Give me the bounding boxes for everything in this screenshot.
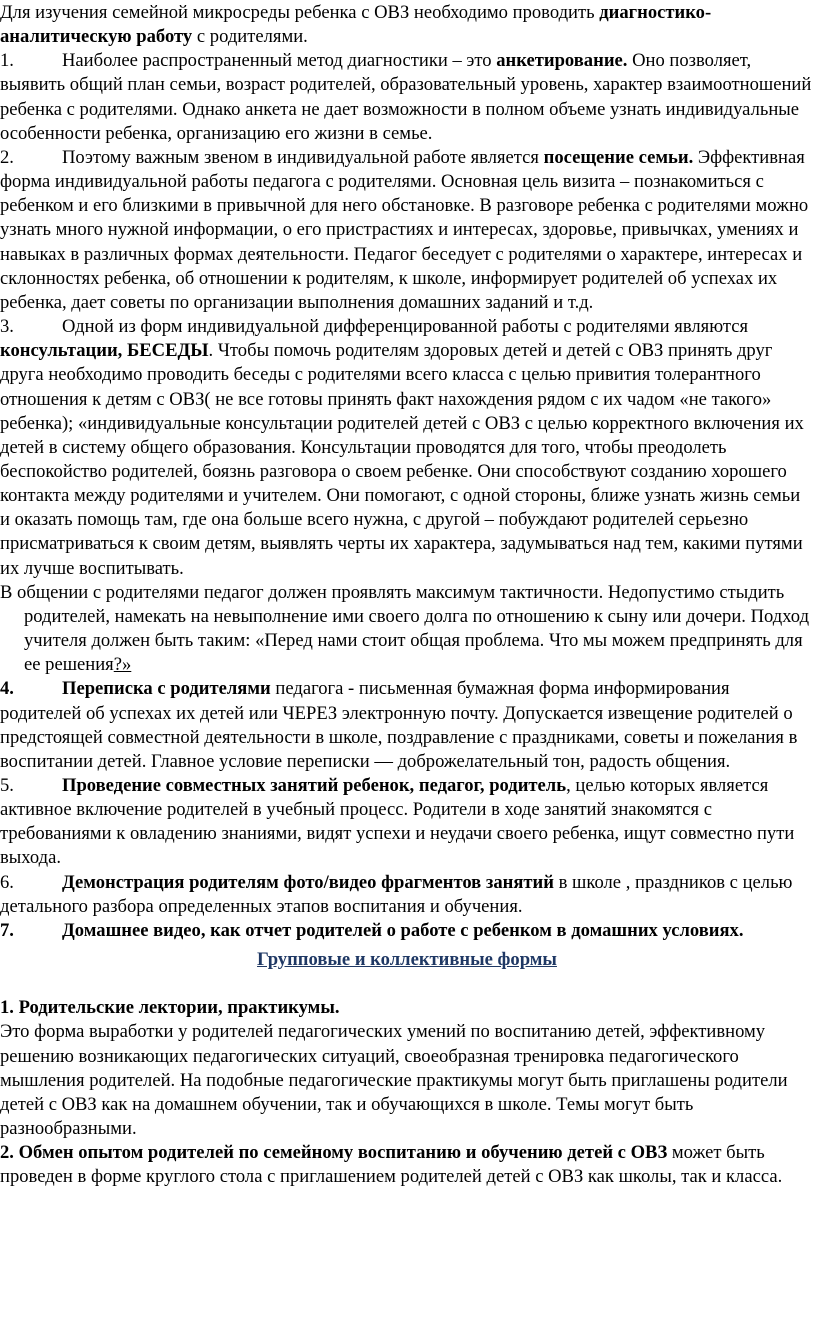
intro-text-end: с родителями.	[192, 26, 308, 48]
group-1-text: Это форма выработки у родителей педагогических умений по воспитанию детей, эффективному решению возникающих педагогических ситуаций, своеобразная тренировка педагогического мышления родителей. На подобные педагогические практикумы могут быть приглашены родители детей с ОВЗ как на домашнем обучении, так и обучающихся в школе. Темы могут быть разнообразными.	[0, 1021, 788, 1140]
item-6-paragraph	[0, 871, 816, 919]
intro-paragraph	[0, 1, 816, 49]
intro-bold: диагностико-аналитическую работу	[0, 2, 712, 48]
group-2-paragraph	[0, 1141, 816, 1189]
item-2-text: Поэтому важным звеном в индивидуальной работе является	[62, 146, 544, 168]
item-1-text: Наиболее распространенный метод диагностики – это	[62, 50, 497, 72]
tact-underlined: ?»	[113, 654, 132, 676]
item-4-bold: Переписка с родителями	[62, 678, 271, 700]
item-3-number: 3.	[0, 316, 14, 338]
tact-paragraph	[0, 581, 816, 678]
blank-line	[0, 972, 816, 996]
group-1-title: 1. Родительские лектории, практикумы.	[0, 997, 340, 1019]
group-heading: Групповые и коллективные формы	[257, 949, 557, 971]
item-7-paragraph	[0, 919, 816, 943]
item-2-text-end: Эффективная форма индивидуальной работы педагога с родителями. Основная цель визита – познакомиться с ребенком и его близкими в привычной для него обстановке. В разговоре ребенка с родителями можно узнать много нужной информации, о его пристрастиях и интересах, здоровье, привычках, умениях и навыках в различных формах деятельности. Педагог беседует с родителями о характере, интересах и склонностях ребенка, об отношении к родителям, к школе, информирует родителей об успехах их ребенка, дает советы по организации выполнения домашних заданий и т.д.	[0, 146, 809, 313]
item-3-text: Одной из форм индивидуальной дифференцированной работы с родителями являются	[62, 316, 749, 338]
item-4-text: педагога - письменная бумажная форма информирования родителей об успехах их детей или ЧЕРЕЗ электронную почту. Допускается извещение родителей о предстоящей совместной деятельности в школе, поздравление с праздниками, советы и пожелания в воспитании детей. Главное условие переписки — доброжелательный тон, радость общения.	[0, 678, 798, 772]
item-4-paragraph	[0, 677, 816, 774]
item-3-text-end: . Чтобы помочь родителям здоровых детей и детей с ОВЗ принять друг друга необходимо проводить беседы с родителями всего класса с целью привития толерантного отношения к детям с ОВЗ( не все готовы принять факт нахождения рядом с их чадом «не такого» ребенка); «индивидуальные консультации родителей детей с ОВЗ с целью корректного включения их детей в систему общего образования. Консультации проводятся для того, чтобы преодолеть беспокойство родителей, боязнь разговора о своем ребенке. Они способствуют созданию хорошего контакта между родителями и учителем. Они помогают, с одной стороны, ближе узнать жизнь семьи и оказать помощь там, где она больше всего нужна, с другой – побуждают родителей серьезно присматриваться к своим детям, выявлять черты их характера, задумываться над тем, какими путями их лучше воспитывать.	[0, 340, 804, 579]
item-5-text: , целью которых является активное включение родителей в учебный процесс. Родители в ходе занятий знакомятся с требованиями к овладению знаниями, видят успехи и неудачи своего ребенка, ищут совместно пути выхода.	[0, 775, 795, 869]
item-2-paragraph	[0, 146, 816, 315]
item-3-paragraph	[0, 315, 816, 581]
item-6-text: в школе , праздников с целью детального разбора определенных этапов воспитания и обучения.	[0, 871, 793, 917]
item-6-bold: Демонстрация родителям фото/видео фрагментов занятий	[62, 871, 554, 893]
item-3-bold: консультации, БЕСЕДЫ	[0, 340, 209, 362]
item-5-number: 5.	[0, 775, 14, 796]
group-2-text: может быть проведен в форме круглого стола с приглашением родителей детей с ОВЗ как школы, так и класса.	[0, 1142, 783, 1188]
group-1-paragraph	[0, 996, 816, 1141]
item-5-paragraph	[0, 774, 816, 871]
item-2-bold: посещение семьи.	[543, 146, 694, 168]
group-2-title: 2. Обмен опытом родителей по семейному воспитанию и обучению детей с ОВЗ	[0, 1142, 668, 1164]
item-7-bold: Домашнее видео, как отчет родителей о работе с ребенком в домашних условиях.	[62, 919, 744, 941]
item-5-bold: Проведение совместных занятий ребенок, педагог, родитель	[62, 775, 567, 796]
item-1-text-end: Оно позволяет, выявить общий план семьи, возраст родителей, образовательный уровень, характер взаимоотношений ребенка с родителями. Однако анкета не дает возможности в полном объеме узнать индивидуальные особенности ребенка, организацию его жизни в семье.	[0, 50, 812, 144]
tact-text: В общении с родителями педагог должен проявлять максимум тактичности. Недопустимо стыдить родителей, намекать на невыполнение ими своего долга по отношению к сыну или дочери. Подход учителя должен быть таким: «Перед нами стоит общая проблема. Что мы можем предпринять для ее решения	[0, 581, 810, 676]
item-2-number: 2.	[0, 146, 14, 168]
intro-text: Для изучения семейной микросреды ребенка с ОВЗ необходимо проводить	[0, 2, 600, 23]
item-6-number: 6.	[0, 871, 14, 893]
item-1-bold: анкетирование.	[496, 50, 628, 72]
item-7-number: 7.	[0, 919, 14, 941]
group-heading-line	[0, 948, 816, 972]
item-1-paragraph	[0, 49, 816, 146]
item-1-number: 1.	[0, 50, 14, 72]
item-4-number: 4.	[0, 678, 14, 700]
